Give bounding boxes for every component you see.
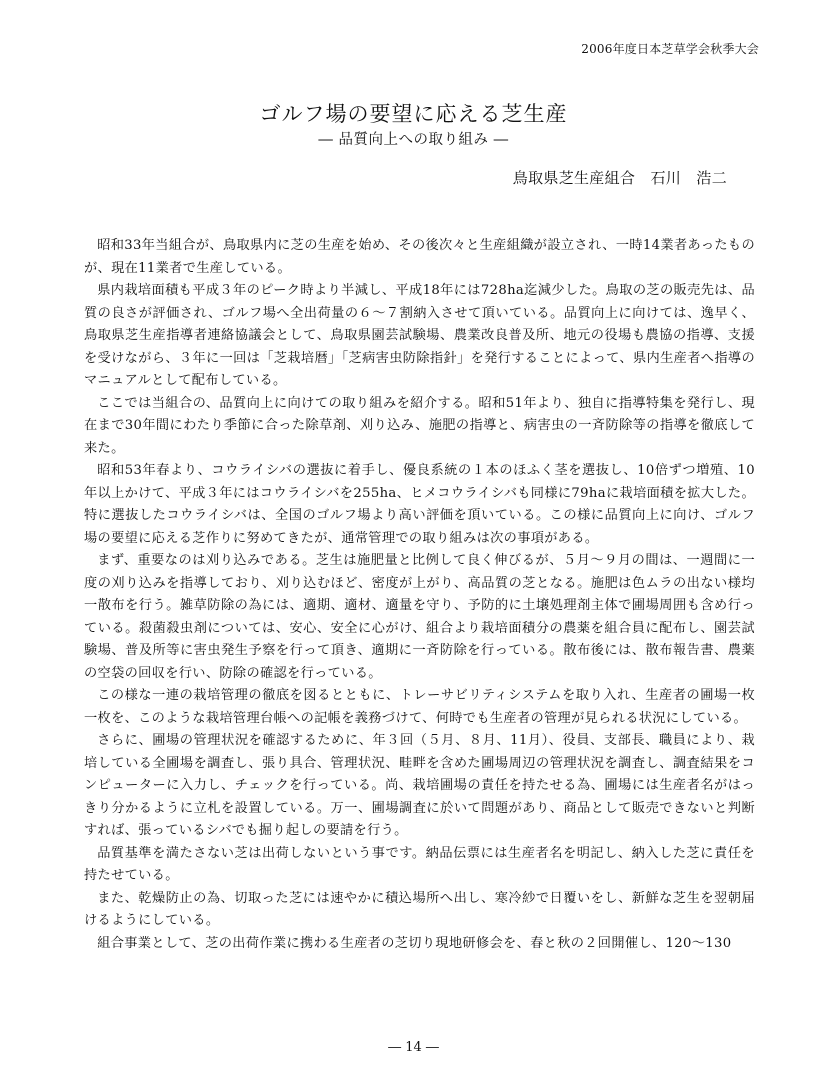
paragraph: 昭和33年当組合が、鳥取県内に芝の生産を始め、その後次々と生産組織が設立され、一時14業者あったものが、現在11業者で生産している。 <box>84 238 756 276</box>
body-text <box>84 235 755 955</box>
paper-subtitle: ― 品質向上への取り組み ― <box>318 132 509 148</box>
paragraph: さらに、圃場の管理状況を確認するために、年３回（５月、８月、11月）、役員、支部長、職員により、栽培している全圃場を調査し、張り具合、管理状況、畦畔を含めた圃場周辺の管理状況を調査し、調査結果をコンピューターに入力し、チェックを行っている。尚、栽培圃場の責任を持たせる為、圃場には生産者名がはっきり分かるように立札を設置している。万一、圃場調査に於いて問題があり、商品として販売できないと判断すれば、張っているシバでも掘り起しの要請を行う。 <box>84 733 755 838</box>
paragraph: まず、重要なのは刈り込みである。芝生は施肥量と比例して良く伸びるが、５月～９月の間は、一週間に一度の刈り込みを指導しており、刈り込むほど、密度が上がり、高品質の芝となる。施肥は色ムラの出ない様均一散布を行う。雑草防除の為には、適期、適材、適量を守り、予防的に土壌処理剤主体で圃場周囲も含め行っている。殺菌殺虫剤については、安心、安全に心がけ、組合より栽培面積分の農薬を組合員に配布し、園芸試験場、普及所等に害虫発生予察を行って頂き、適期に一斉防除を行っている。散布後には、散布報告書、農薬の空袋の回収を行い、防除の確認を行っている。 <box>84 553 755 681</box>
paragraph: 県内栽培面積も平成３年のピーク時より半減し、平成18年には728ha迄減少した。鳥取の芝の販売先は、品質の良さが評価され、ゴルフ場へ全出荷量の６～７割納入させて頂いている。品質向上に向けては、逸早く、鳥取県芝生産指導者連絡協議会として、鳥取県園芸試験場、農業改良普及所、地元の役場も農協の指導、支援を受けながら、３年に一回は「芝栽培暦」「芝病害虫防除指針」を発行することによって、県内生産者へ指導のマニュアルとして配布している。 <box>84 283 755 388</box>
paragraph: 組合事業として、芝の出荷作業に携わる生産者の芝切り現地研修会を、春と秋の２回開催し、120～130 <box>97 935 732 951</box>
author-affiliation: 鳥取県芝生産組合 石川 浩二 <box>512 169 727 187</box>
paragraph: この様な一連の栽培管理の徹底を図るとともに、トレーサビリティシステムを取り入れ、生産者の圃場一枚一枚を、このような栽培管理台帳への記帳を義務づけて、何時でも生産者の管理が見られる状況にしている。 <box>84 688 755 726</box>
paper-title: ゴルフ場の要望に応える芝生産 <box>259 102 568 126</box>
paragraph: ここでは当組合の、品質向上に向けての取り組みを紹介する。昭和51年より、独自に指導特集を発行し、現在まで30年間にわたり季節に合った除草剤、刈り込み、施肥の指導と、病害虫の一斉防除等の指導を徹底して来た。 <box>84 395 755 456</box>
paragraph: 昭和53年春より、コウライシバの選抜に着手し、優良系統の１本のほふく茎を選抜し、10倍ずつ増殖、10年以上かけて、平成３年にはコウライシバを255ha、ヒメコウライシバも同様に79haに栽培面積を拡大した。特に選抜したコウライシバは、全国のゴルフ場より高い評価を頂いている。この様に品質向上に向け、ゴルフ場の要望に応える芝作りに努めてきたが、通常管理での取り組みは次の事項がある。 <box>84 463 755 546</box>
paragraph: また、乾燥防止の為、切取った芝には速やかに積込場所へ出し、寒冷紗で日覆いをし、新鮮な芝生を翌朝届けるようにしている。 <box>84 890 755 928</box>
paragraph: 品質基準を満たさない芝は出荷しないという事です。納品伝票には生産者名を明記し、納入した芝に責任を持たせている。 <box>84 845 755 883</box>
conference-header: 2006年度日本芝草学会秋季大会 <box>581 42 759 56</box>
page-number: ― 14 ― <box>388 1040 439 1055</box>
